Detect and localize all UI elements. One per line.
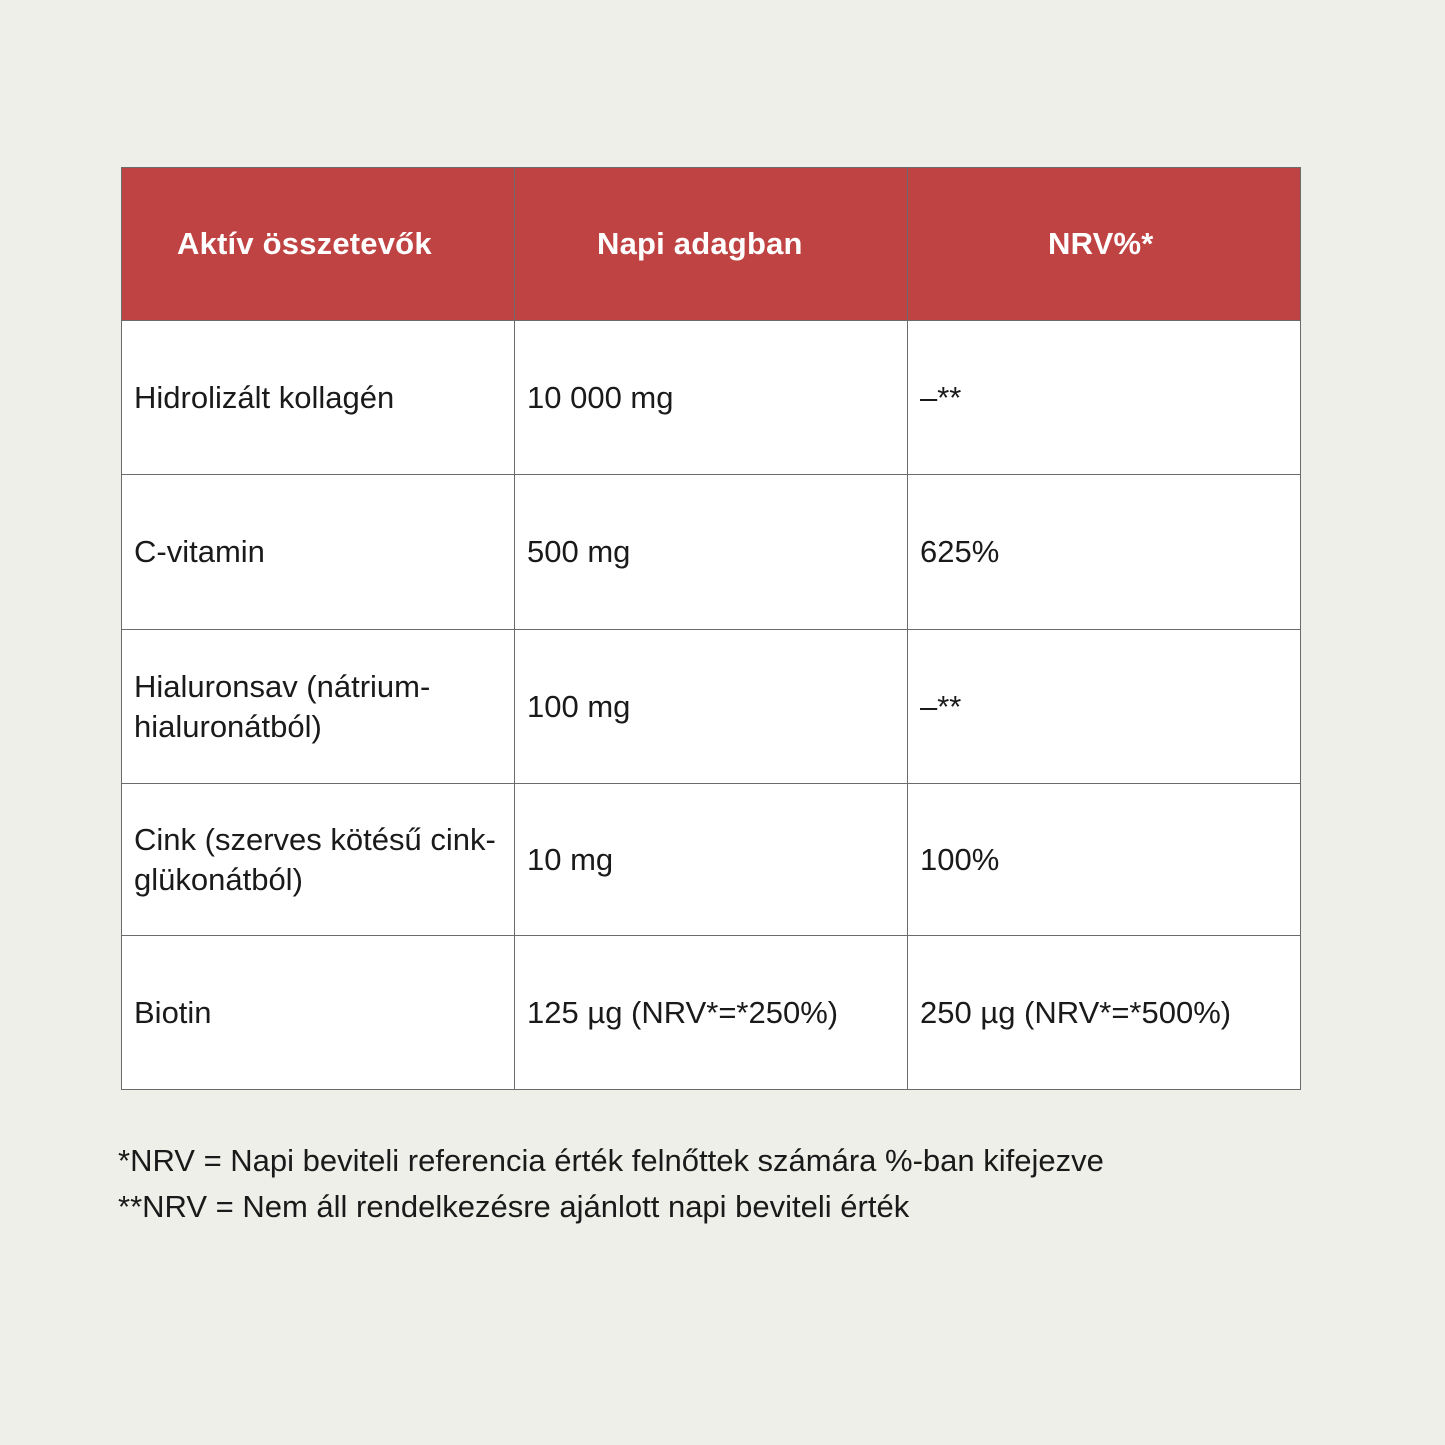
cell-ingredient-name: Biotin bbox=[122, 936, 515, 1090]
table-row bbox=[122, 321, 1301, 475]
cell-daily-dose: 10 000 mg bbox=[515, 321, 908, 475]
table-body bbox=[122, 321, 1301, 1090]
cell-nrv-value: –** bbox=[908, 630, 1301, 784]
cell-nrv-value: 100% bbox=[908, 784, 1301, 936]
footnotes bbox=[118, 1138, 1318, 1230]
cell-daily-dose: 125 µg (NRV*=*250%) bbox=[515, 936, 908, 1090]
footnote-nrv-definition: *NRV = Napi beviteli referencia érték felnőttek számára %-ban kifejezve bbox=[118, 1143, 1104, 1178]
table-header-row bbox=[122, 168, 1301, 321]
table-row bbox=[122, 475, 1301, 630]
footnote-nrv-not-available: **NRV = Nem áll rendelkezésre ajánlott napi beviteli érték bbox=[118, 1188, 910, 1224]
column-header-nrv: NRV%* bbox=[908, 168, 1301, 321]
cell-nrv-value: 625% bbox=[908, 475, 1301, 630]
cell-ingredient-name: Cink (szerves kötésű cink-glükonátból) bbox=[122, 784, 515, 936]
cell-daily-dose: 100 mg bbox=[515, 630, 908, 784]
cell-ingredient-name: C-vitamin bbox=[122, 475, 515, 630]
cell-ingredient-name: Hidrolizált kollagén bbox=[122, 321, 515, 475]
column-header-daily-dose: Napi adagban bbox=[515, 168, 908, 321]
cell-daily-dose: 500 mg bbox=[515, 475, 908, 630]
column-header-ingredients: Aktív összetevők bbox=[122, 168, 515, 321]
cell-daily-dose: 10 mg bbox=[515, 784, 908, 936]
cell-nrv-value: 250 µg (NRV*=*500%) bbox=[908, 936, 1301, 1090]
table-header bbox=[122, 168, 1301, 321]
table-row bbox=[122, 936, 1301, 1090]
cell-nrv-value: –** bbox=[908, 321, 1301, 475]
table-row bbox=[122, 784, 1301, 936]
active-ingredients-table bbox=[121, 167, 1301, 1090]
cell-ingredient-name: Hialuronsav (nátrium-hialuronátból) bbox=[122, 630, 515, 784]
table-row bbox=[122, 630, 1301, 784]
